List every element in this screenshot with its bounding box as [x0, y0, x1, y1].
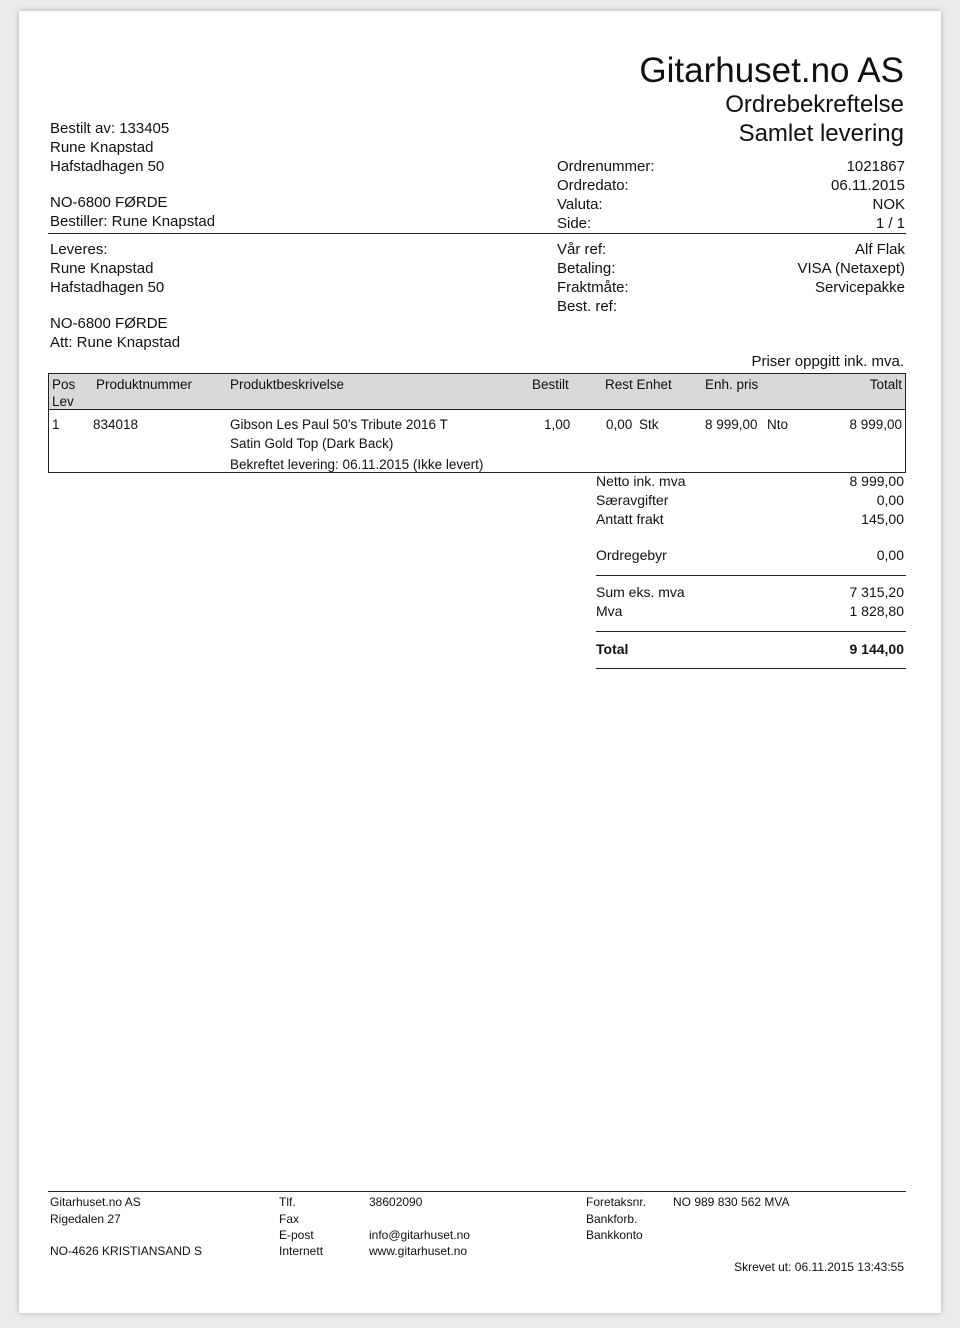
summary-row-saeravgifter	[596, 491, 906, 510]
row-unit-price: 8 999,00	[705, 417, 758, 432]
order-number-value: 1021867	[846, 158, 905, 175]
customer-line: NO-6800 FØRDE	[50, 194, 168, 211]
footer-fax-label: Fax	[279, 1212, 300, 1226]
delivery-line-gap	[50, 297, 180, 314]
document-type: Ordrebekreftelse	[725, 91, 904, 118]
col-header-unit-price: Enh. pris	[705, 377, 759, 392]
summary-label: Mva	[596, 603, 623, 619]
summary-divider-1	[596, 575, 906, 576]
delivery-line: NO-6800 FØRDE	[50, 315, 168, 332]
summary-row-mva	[596, 602, 906, 621]
payment-value: VISA (Netaxept)	[797, 260, 905, 277]
currency-label: Valuta:	[557, 196, 603, 213]
order-number-row	[557, 157, 905, 176]
customer-line: Bestiller: Rune Knapstad	[50, 213, 216, 230]
shipping-label: Fraktmåte:	[557, 279, 629, 296]
page-label: Side:	[557, 215, 592, 232]
reference-info	[557, 240, 905, 316]
summary-value: 7 315,20	[849, 584, 904, 600]
total-value: 9 144,00	[849, 641, 904, 657]
payment-label: Betaling:	[557, 260, 616, 277]
footer-city: NO-4626 KRISTIANSAND S	[50, 1244, 203, 1258]
footer-bankkonto-label: Bankkonto	[586, 1228, 643, 1242]
delivery-address	[50, 240, 180, 352]
summary-group-1	[596, 472, 906, 529]
summary-divider-3	[596, 668, 906, 669]
summary-label: Netto ink. mva	[596, 473, 686, 489]
order-date-label: Ordredato:	[557, 177, 629, 194]
summary-value: 8 999,00	[849, 473, 904, 489]
summary-value: 145,00	[861, 511, 904, 527]
customer-address	[50, 119, 215, 231]
row-description-line2: Satin Gold Top (Dark Back)	[230, 436, 394, 451]
shipping-value: Servicepakke	[814, 279, 905, 296]
footer-epost-label: E-post	[279, 1228, 314, 1242]
footer-tlf-label: Tlf.	[279, 1195, 296, 1209]
delivery-line: Rune Knapstad	[50, 260, 154, 277]
header-divider	[48, 233, 906, 234]
best-ref-row	[557, 297, 905, 316]
row-ordered: 1,00	[544, 417, 571, 432]
customer-line-gap	[50, 176, 215, 193]
best-ref-label: Best. ref:	[557, 298, 618, 315]
summary-fee	[596, 546, 906, 565]
our-ref-row	[557, 240, 905, 259]
summary-value: 0,00	[876, 492, 904, 508]
row-total: 8 999,00	[849, 417, 902, 432]
total-label: Total	[596, 641, 629, 657]
row-delivery-confirmation: Bekreftet levering: 06.11.2015 (Ikke levert)	[230, 457, 484, 472]
row-rest: 0,00	[606, 417, 633, 432]
footer-bankforb-label: Bankforb.	[586, 1212, 638, 1226]
order-lines-table	[48, 373, 906, 473]
delivery-line: Leveres:	[50, 241, 108, 258]
delivery-line: Hafstadhagen 50	[50, 279, 165, 296]
payment-row	[557, 259, 905, 278]
summary-label: Antatt frakt	[596, 511, 664, 527]
row-description-line1: Gibson Les Paul 50's Tribute 2016 T	[230, 417, 448, 432]
footer-foretaksnr: NO 989 830 562 MVA	[673, 1195, 790, 1209]
row-pos: 1	[52, 417, 60, 432]
footer-company: Gitarhuset.no AS	[50, 1195, 141, 1209]
order-date-value: 06.11.2015	[831, 177, 905, 194]
col-header-product-description: Produktbeskrivelse	[230, 377, 345, 392]
currency-row	[557, 195, 905, 214]
footer-email-link[interactable]: info@gitarhuset.no	[369, 1228, 470, 1242]
footer-website-link[interactable]: www.gitarhuset.no	[369, 1244, 468, 1258]
page-value: 1 / 1	[875, 215, 905, 232]
row-unit: Stk	[639, 417, 659, 432]
col-header-rest-unit: Rest Enhet	[605, 377, 672, 392]
order-number-label: Ordrenummer:	[557, 158, 655, 175]
order-info	[557, 157, 905, 233]
customer-line: Hafstadhagen 50	[50, 158, 165, 175]
customer-line: Rune Knapstad	[50, 139, 154, 156]
summary-value: 1 828,80	[849, 603, 904, 619]
company-name: Gitarhuset.no AS	[639, 51, 904, 90]
col-header-product-number: Produktnummer	[96, 377, 193, 392]
document-subtitle: Samlet levering	[738, 120, 904, 147]
footer-foretaksnr-label: Foretaksnr.	[586, 1195, 647, 1209]
col-header-ordered: Bestilt	[532, 377, 569, 392]
summary-label: Ordregebyr	[596, 547, 667, 563]
summary-total	[596, 640, 906, 659]
footer-internett-label: Internett	[279, 1244, 324, 1258]
price-note: Priser oppgitt ink. mva.	[751, 353, 904, 370]
our-ref-label: Vår ref:	[557, 241, 607, 258]
row-product-number: 834018	[93, 417, 139, 432]
summary-row-total	[596, 640, 906, 659]
document-page	[19, 11, 941, 1313]
summary-row-sum-eks-mva	[596, 583, 906, 602]
footer-divider	[48, 1191, 906, 1192]
summary-divider-2	[596, 631, 906, 632]
footer-tlf: 38602090	[369, 1195, 423, 1209]
summary-label: Sum eks. mva	[596, 584, 685, 600]
our-ref-value: Alf Flak	[854, 241, 905, 258]
currency-value: NOK	[872, 196, 905, 213]
summary-row-netto	[596, 472, 906, 491]
summary-label: Særavgifter	[596, 492, 669, 508]
col-header-pos: Pos	[52, 377, 76, 392]
row-price-type: Nto	[767, 417, 789, 432]
order-date-row	[557, 176, 905, 195]
printed-timestamp: Skrevet ut: 06.11.2015 13:43:55	[734, 1260, 904, 1274]
shipping-row	[557, 278, 905, 297]
summary-value: 0,00	[876, 547, 904, 563]
footer-street: Rigedalen 27	[50, 1212, 121, 1226]
col-header-lev: Lev	[52, 394, 74, 409]
summary-group-2	[596, 583, 906, 621]
summary-row-frakt	[596, 510, 906, 529]
page-row	[557, 214, 905, 233]
customer-line: Bestilt av: 133405	[50, 120, 170, 137]
col-header-total: Totalt	[869, 377, 902, 392]
summary-row-ordregebyr	[596, 546, 906, 565]
delivery-line: Att: Rune Knapstad	[50, 334, 181, 351]
